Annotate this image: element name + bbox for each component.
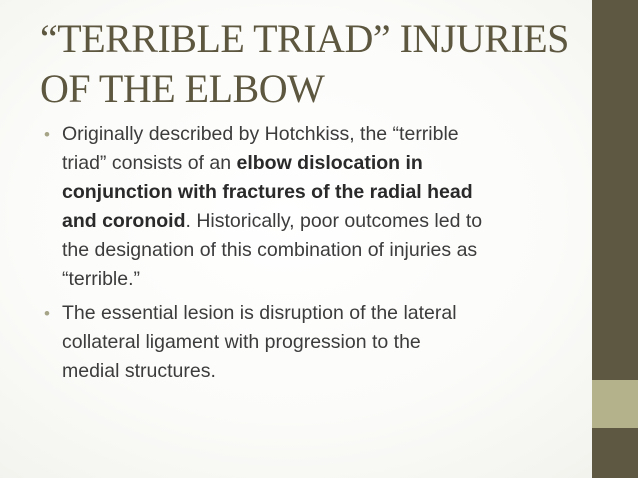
sidebar-decor-top bbox=[592, 0, 638, 380]
bullet-line bbox=[62, 357, 564, 386]
bullet-text: The essential lesion is disruption of the lateral bbox=[62, 302, 457, 324]
bullet-line bbox=[62, 328, 564, 357]
bullet-item bbox=[44, 299, 564, 386]
bullet-line bbox=[62, 299, 564, 328]
bullet-item bbox=[44, 120, 564, 294]
bullet-text: triad” consists of an bbox=[62, 152, 237, 174]
bullet-text-bold: and coronoid bbox=[62, 210, 186, 232]
slide-title-line-1: “TERRIBLE TRIAD” INJURIES bbox=[40, 16, 569, 61]
bullet-text-bold: conjunction with fractures of the radial head bbox=[62, 181, 473, 203]
bullet-text: “terrible.” bbox=[62, 268, 141, 290]
slide-title bbox=[40, 14, 580, 114]
bullet-text: medial structures. bbox=[62, 360, 216, 382]
sidebar-decor-bottom bbox=[592, 428, 638, 478]
bullet-text: collateral ligament with progression to the bbox=[62, 331, 421, 353]
bullet-line bbox=[62, 149, 564, 178]
bullet-text: . Historically, poor outcomes led to bbox=[185, 210, 483, 232]
bullet-line bbox=[62, 178, 564, 207]
bullet-marker: • bbox=[44, 125, 50, 144]
bullet-line bbox=[62, 207, 564, 236]
slide-title-line-2: OF THE ELBOW bbox=[40, 66, 325, 111]
bullet-text: the designation of this combination of injuries as bbox=[62, 239, 478, 261]
bullet-text-bold: elbow dislocation in bbox=[236, 152, 423, 174]
bullet-line bbox=[62, 236, 564, 265]
sidebar-decor-accent bbox=[592, 380, 638, 428]
bullet-text: Originally described by Hotchkiss, the “terrible bbox=[62, 123, 459, 145]
bullet-list bbox=[44, 120, 564, 391]
bullet-marker: • bbox=[44, 304, 50, 323]
bullet-line bbox=[62, 265, 564, 294]
bullet-line bbox=[62, 120, 564, 149]
